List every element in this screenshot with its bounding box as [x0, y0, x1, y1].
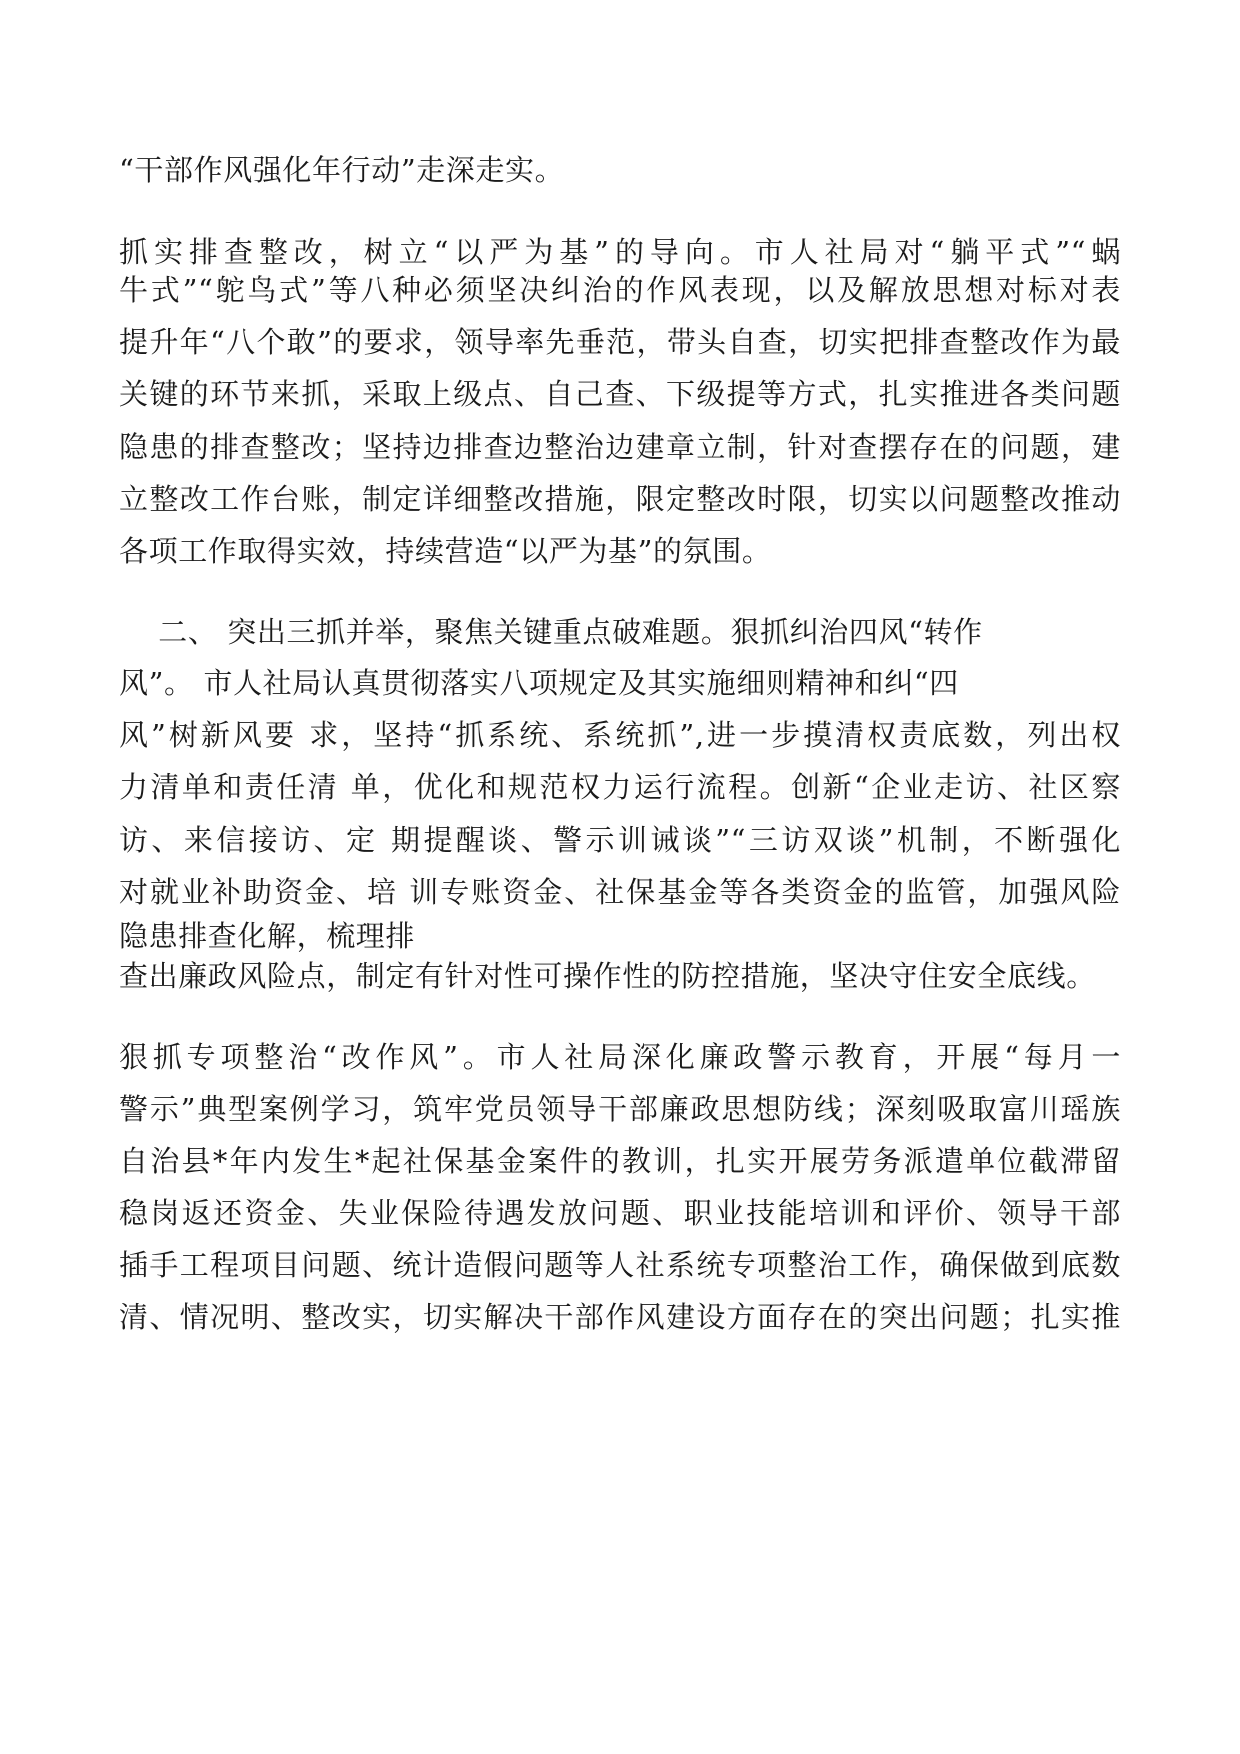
text-line: 提升年“八个敢”的要求，领导率先垂范，带头自查，切实把排查整改作为最	[119, 325, 1121, 359]
text-line: 抓实排查整改，树立“以严为基”的导向。市人社局对“躺平式”“蜗	[119, 235, 1121, 269]
text-line: 清、情况明、整改实，切实解决干部作风建设方面存在的突出问题；扎实推	[119, 1300, 1121, 1334]
text-line: 牛式”“鸵鸟式”等八种必须坚决纠治的作风表现，以及解放思想对标对表	[119, 273, 1121, 307]
text-line: 自治县*年内发生*起社保基金案件的教训，扎实开展劳务派遣单位截滞留	[119, 1144, 1121, 1178]
text-line: 各项工作取得实效，持续营造“以严为基”的氛围。	[119, 534, 772, 568]
text-line: 警示”典型案例学习，筑牢党员领导干部廉政思想防线；深刻吸取富川瑶族	[119, 1092, 1121, 1126]
text-line: 隐患的排查整改；坚持边排查边整治边建章立制，针对查摆存在的问题，建	[119, 430, 1121, 464]
section-heading-line: 二、 突出三抓并举，聚焦关键重点破难题。狠抓纠治四风“转作	[119, 615, 983, 649]
text-line: 立整改工作台账，制定详细整改措施，限定整改时限，切实以问题整改推动	[119, 482, 1121, 516]
text-line: 稳岗返还资金、失业保险待遇发放问题、职业技能培训和评价、领导干部	[119, 1196, 1121, 1230]
text-line: “干部作风强化年行动”走深走实。	[119, 153, 565, 187]
text-line: 力清单和责任清 单，优化和规范权力运行流程。创新“企业走访、社区察	[119, 770, 1121, 804]
text-line: 对就业补助资金、培 训专账资金、社保基金等各类资金的监管，加强风险	[119, 875, 1121, 909]
text-line: 隐患排查化解，梳理排	[119, 919, 416, 953]
text-line: 关键的环节来抓，采取上级点、自己查、下级提等方式，扎实推进各类问题	[119, 377, 1121, 411]
text-line: 狠抓专项整治“改作风”。市人社局深化廉政警示教育，开展“每月一	[119, 1040, 1121, 1074]
text-line: 查出廉政风险点，制定有针对性可操作性的防控措施，坚决守住安全底线。	[119, 959, 1096, 993]
text-line: 插手工程项目问题、统计造假问题等人社系统专项整治工作，确保做到底数	[119, 1248, 1121, 1282]
text-line: 访、来信接访、定 期提醒谈、警示训诫谈”“三访双谈”机制，不断强化	[119, 823, 1121, 857]
text-line: 风”。 市人社局认真贯彻落实八项规定及其实施细则精神和纠“四	[119, 666, 959, 700]
text-line: 风”树新风要 求，坚持“抓系统、系统抓”,进一步摸清权责底数，列出权	[119, 718, 1121, 752]
